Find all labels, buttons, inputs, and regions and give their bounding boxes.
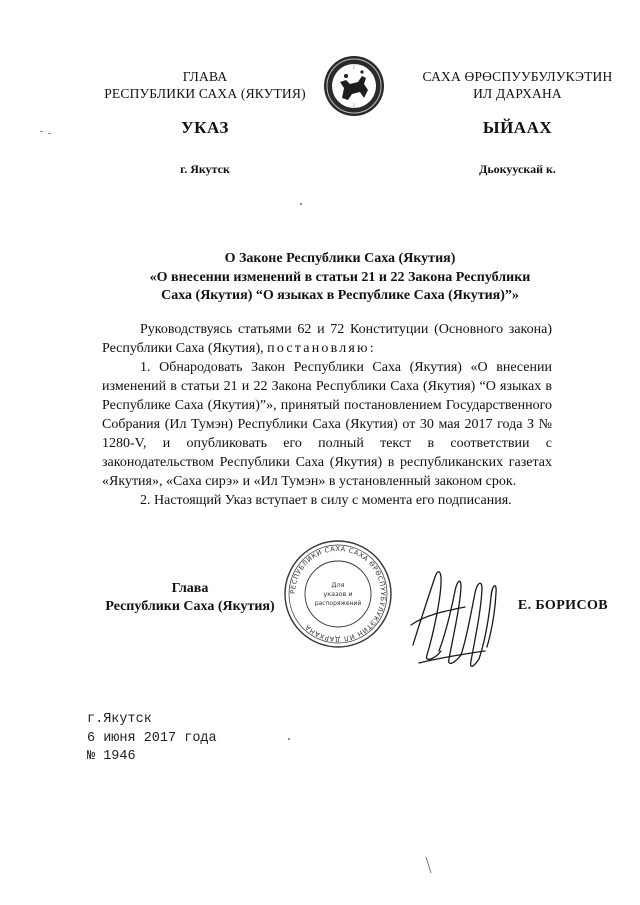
scan-mark — [424, 855, 434, 875]
document-subject — [60, 250, 620, 306]
item-2-paragraph: 2. Настоящий Указ вступает в силу с момента его подписания. — [140, 493, 512, 508]
issuer-right-line2: ИЛ ДАРХАНА — [473, 86, 562, 101]
subject-line3: Саха (Якутия) “О языках в Республике Саха (Якутия)”» — [161, 288, 519, 303]
signatory-title-line2: Республики Саха (Якутия) — [105, 599, 275, 614]
document-type-title-ru: УКАЗ — [181, 118, 229, 137]
scan-speck — [300, 203, 302, 205]
preamble-text: Руководствуясь статьями 62 и 72 Конституции (Основного закона) Республики Саха (Якутия), — [102, 322, 552, 356]
issuer-left-line1: ГЛАВА — [182, 69, 228, 84]
place-of-issue-sakha: Дьокуускай к. — [479, 162, 556, 176]
signatory-name: Е. БОРИСОВ — [517, 598, 608, 613]
registration-number: № 1946 — [87, 749, 136, 764]
scan-speck — [40, 131, 43, 132]
subject-line2: «О внесении изменений в статьи 21 и 22 Закона Республики — [149, 269, 531, 285]
seal-ring-text: РЕСПУБЛИКИ САХА САХА ӨРӨСПУУБУЛУКЭТИН ИЛ ДАРХАНА — [288, 544, 388, 644]
scan-speck — [48, 133, 51, 134]
seal-center-line2: указов и — [323, 590, 353, 598]
issuer-right-line1: САХА ӨРӨСПУУБУЛУКЭТИН — [422, 69, 613, 84]
item-1-paragraph: 1. Обнародовать Закон Республики Саха (Якутия) «О внесении изменений в статьи 21 и 22 Закона Республики Саха (Якутия) “О языках в Республике Саха (Якутия)”», принятый постановлением Государственного Собрания (Ил Тумэн) Республики Саха (Якутия) от 30 мая 2017 года З № 1280-V, и опубликовать его полный текст в соответствии с законодательством Республики Саха (Якутия) в республиканских газетах «Якутия», «Саха сирэ» и «Ил Тумэн» в установленный законом срок. — [102, 360, 552, 489]
registration-date: 6 июня 2017 года — [87, 730, 217, 746]
registration-block — [87, 711, 217, 767]
document-type-title-sakha: ЫЙААХ — [482, 118, 553, 137]
seal-center-line1: Для — [331, 581, 345, 589]
signatory-title — [80, 580, 300, 616]
preamble-paragraph — [102, 320, 552, 358]
document-body — [102, 320, 552, 510]
official-seal-stamp — [282, 538, 394, 650]
place-of-issue-ru: г. Якутск — [180, 162, 230, 176]
registration-city: г.Якутск — [87, 712, 152, 727]
seal-center-line3: распоряжений — [314, 600, 362, 607]
signatory-title-line1: Глава — [171, 581, 209, 596]
handwritten-signature — [405, 555, 500, 675]
decree-word: постановляю: — [267, 341, 376, 356]
scan-speck — [288, 738, 290, 740]
issuer-right-block — [405, 68, 630, 102]
subject-line1: О Законе Республики Саха (Якутия) — [224, 251, 456, 266]
issuer-left-block — [80, 68, 330, 102]
issuer-left-line2: РЕСПУБЛИКИ САХА (ЯКУТИЯ) — [104, 86, 306, 101]
coat-of-arms-icon — [322, 54, 386, 118]
